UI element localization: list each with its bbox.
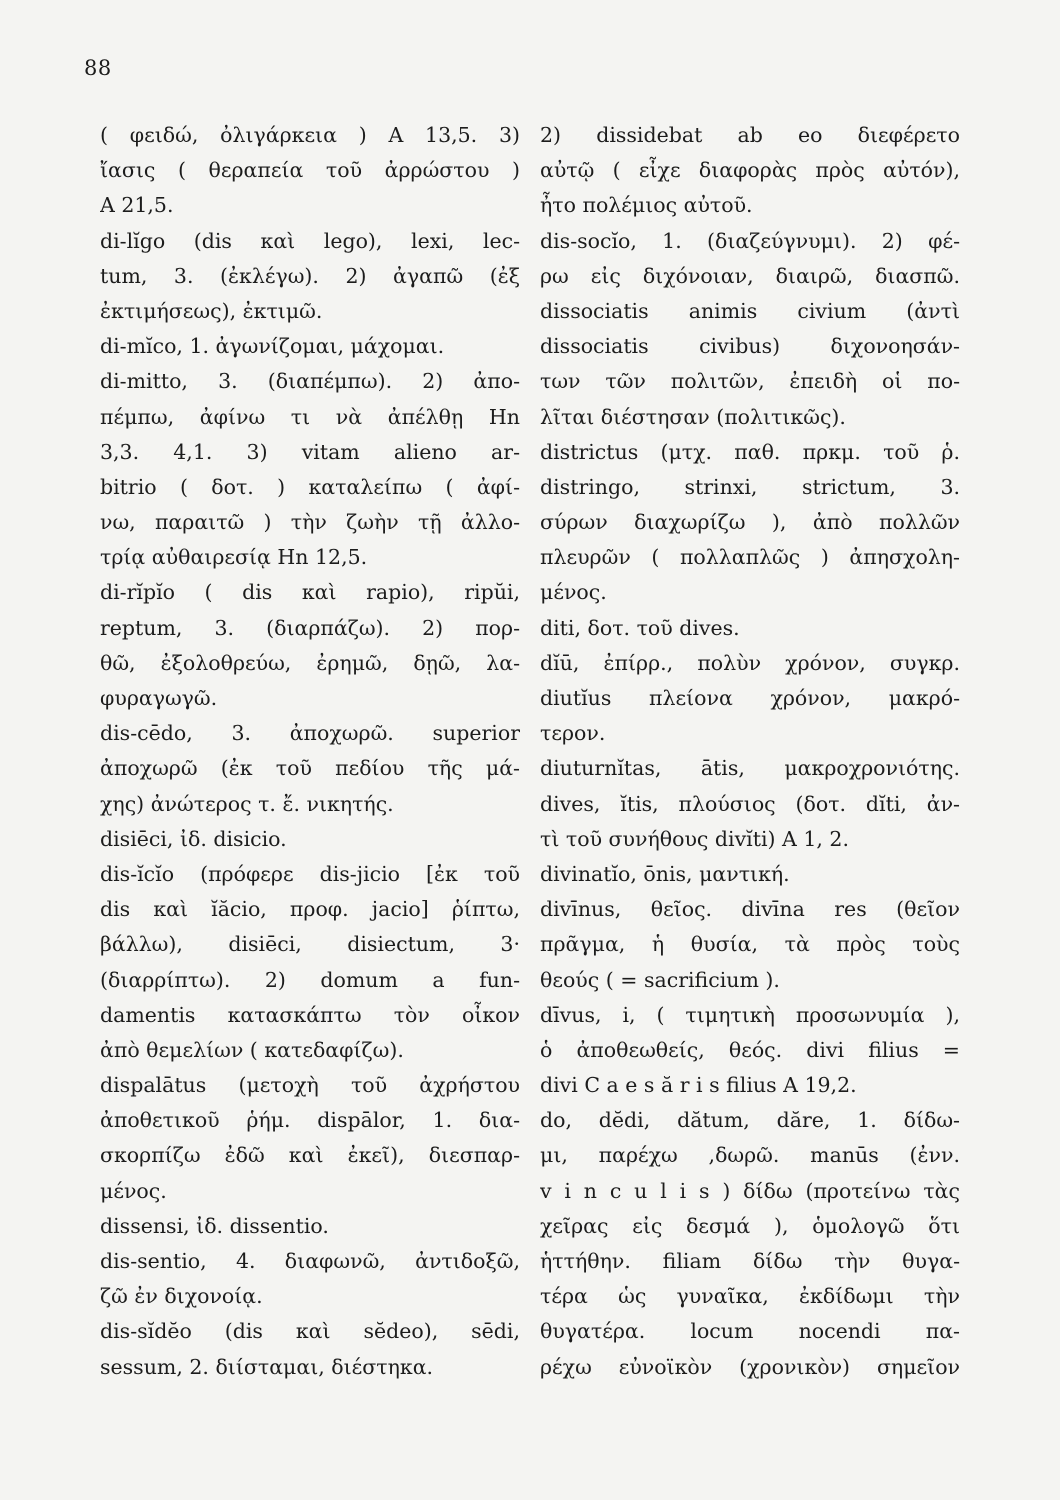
text-line: μι, παρέχω ,δωρῶ. manūs (ἐνν. (540, 1143, 960, 1168)
text-line: dis-sĭdĕo (dis καὶ sĕdeo), sēdi, (100, 1319, 520, 1344)
text-line: ρέχω εὐνοϊκὸν (χρονικὸν) σημεῖον (540, 1354, 960, 1379)
text-line: φυραγωγῶ. (100, 686, 218, 710)
text-line: πλευρῶν ( πολλαπλῶς ) ἀπησχολη- (540, 545, 960, 570)
text-line: θῶ, ἐξολοθρεύω, ἐρημῶ, δῃῶ, λα- (100, 650, 520, 675)
text-line: ζῶ ἐν διχονοίᾳ. (100, 1284, 263, 1309)
page-number: 88 (84, 56, 112, 80)
text-line: μένος. (540, 580, 607, 605)
text-line: ἀπὸ θεμελίων ( κατεδαφίζω). (100, 1037, 404, 1062)
text-line: Α 21,5. (100, 193, 174, 218)
text-line: dispalātus (μετοχὴ τοῦ ἀχρήστου (100, 1073, 520, 1098)
text-line: μένος. (100, 1178, 167, 1203)
text-line: σύρων διαχωρίζω ), ἀπὸ πολλῶν (540, 510, 960, 535)
text-line: di-mitto, 3. (διαπέμπω). 2) ἀπο- (100, 369, 520, 394)
text-line: λῖται διέστησαν (πολιτικῶς). (540, 404, 846, 429)
text-line: τερον. (540, 721, 606, 746)
text-line: (διαρρίπτω). 2) domum a fun- (100, 967, 520, 992)
text-line: χεῖρας εἰς δεσμά ), ὁμολογῶ ὅτι (540, 1213, 960, 1238)
text-line: νω, παραιτῶ ) τὴν ζωὴν τῇ ἀλλο- (100, 510, 520, 535)
text-line: di-rĭpĭo ( dis καὶ rapio), ripŭi, (100, 580, 520, 605)
text-line: diti, δοτ. τοῦ dives. (540, 615, 740, 640)
text-line: των τῶν πολιτῶν, ἐπειδὴ οἱ πο- (540, 369, 960, 394)
text-line: dissociatis civibus) διχονοησάν- (540, 334, 960, 359)
text-line: v i n c u l i s ) δίδω (προτείνω τὰς (540, 1178, 960, 1203)
text-line: dis-socĭo, 1. (διαζεύγνυμι). 2) φέ- (540, 228, 960, 253)
left-column (100, 118, 520, 1385)
text-line: ἀποθετικοῦ ῥήμ. dispālor, 1. δια- (100, 1108, 520, 1133)
text-line: di-mĭco, 1. ἀγωνίζομαι, μάχομαι. (100, 334, 445, 359)
text-line: σκορπίζω ἐδῶ καὶ ἐκεῖ), διεσπαρ- (100, 1143, 520, 1168)
text-line: tum, 3. (ἐκλέγω). 2) ἀγαπῶ (ἐξ (100, 263, 520, 288)
text-line: dis-ĭcĭo (πρόφερε dis-jicio [ἐκ τοῦ (100, 861, 520, 886)
text-line: πέμπω, ἀφίνω τι νὰ ἀπέλθῃ Hn (100, 404, 520, 429)
text-line: 2) dissidebat ab eo διεφέρετο (540, 123, 960, 147)
text-line: di-lĭgo (dis καὶ lego), lexi, lec- (100, 228, 520, 253)
text-line: reptum, 3. (διαρπάζω). 2) πορ- (100, 615, 520, 640)
text-line: ἴασις ( θεραπεία τοῦ ἀρρώστου ) (100, 158, 520, 183)
text-line: diutĭus πλείονα χρόνον, μακρό- (540, 686, 960, 710)
text-line: ρω εἰς διχόνοιαν, διαιρῶ, διασπῶ. (540, 263, 960, 288)
text-line: ἀποχωρῶ (ἐκ τοῦ πεδίου τῆς μά- (100, 756, 520, 781)
right-column (540, 118, 960, 1385)
text-line: dis-cēdo, 3. ἀποχωρῶ. superior (100, 721, 520, 746)
text-line: αὐτῷ ( εἶχε διαφορὰς πρὸς αὐτόν), (540, 158, 960, 183)
text-line: θεούς ( = sacrificium ). (540, 967, 780, 992)
text-line: dissociatis animis civium (ἀντὶ (540, 298, 960, 323)
text-line: βάλλω), disiēci, disiectum, 3· (100, 932, 520, 957)
text-line: dīvus, i, ( τιμητικὴ προσωνυμία ), (540, 1002, 960, 1027)
text-line: ἐκτιμήσεως), ἐκτιμῶ. (100, 298, 323, 323)
text-line: θυγατέρα. locum nocendi πα- (540, 1319, 960, 1344)
text-line: damentis κατασκάπτω τὸν οἶκον (100, 1002, 520, 1027)
text-line: disiēci, ἰδ. disicio. (100, 826, 287, 851)
text-line: dĭū, ἐπίρρ., πολὺν χρόνον, συγκρ. (540, 650, 960, 675)
text-line: 3,3. 4,1. 3) vitam alieno ar- (100, 439, 520, 464)
text-line: diuturnĭtas, ātis, μακροχρονιότης. (540, 756, 960, 781)
text-line: ὁ ἀποθεωθείς, θεός. divi filius = (540, 1037, 960, 1062)
text-line: distringo, strinxi, strictum, 3. (540, 474, 960, 499)
text-line: ἦτο πολέμιος αὐτοῦ. (540, 193, 753, 218)
text-line: dis-sentio, 4. διαφωνῶ, ἀντιδοξῶ, (100, 1249, 520, 1273)
text-line: divīnus, θεῖος. divīna res (θεῖον (540, 897, 960, 922)
text-line: bitrio ( δοτ. ) καταλείπω ( ἀφί- (100, 474, 520, 499)
text-line: πρᾶγμα, ἡ θυσία, τὰ πρὸς τοὺς (540, 932, 960, 957)
text-line: dissensi, ἰδ. dissentio. (100, 1213, 329, 1238)
text-line: dis καὶ ĭăcio, προφ. jacio] ῥίπτω, (100, 897, 520, 922)
text-line: dives, ĭtis, πλούσιος (δοτ. dĭti, ἀν- (540, 791, 960, 816)
text-line: divi C a e s ă r i s filius Α 19,2. (540, 1073, 857, 1098)
text-line: χης) ἀνώτερος τ. ἔ. νικητής. (100, 791, 394, 816)
text-line: divinatĭo, ōnis, μαντική. (540, 861, 790, 886)
text-line: τρίᾳ αὐθαιρεσίᾳ Hn 12,5. (100, 545, 368, 570)
text-line: districtus (μτχ. παθ. πρκμ. τοῦ ῥ. (540, 439, 960, 464)
text-line: do, dĕdi, dătum, dăre, 1. δίδω- (540, 1108, 960, 1133)
text-line: ἡττήθην. filiam δίδω τὴν θυγα- (540, 1249, 960, 1273)
text-line: τέρα ὡς γυναῖκα, ἐκδίδωμι τὴν (540, 1284, 960, 1309)
text-line: ( φειδώ, ὀλιγάρκεια ) Α 13,5. 3) (100, 123, 520, 147)
text-line: τὶ τοῦ συνήθους divĭti) Α 1, 2. (540, 826, 849, 851)
text-line: sessum, 2. διίσταμαι, διέστηκα. (100, 1354, 434, 1379)
